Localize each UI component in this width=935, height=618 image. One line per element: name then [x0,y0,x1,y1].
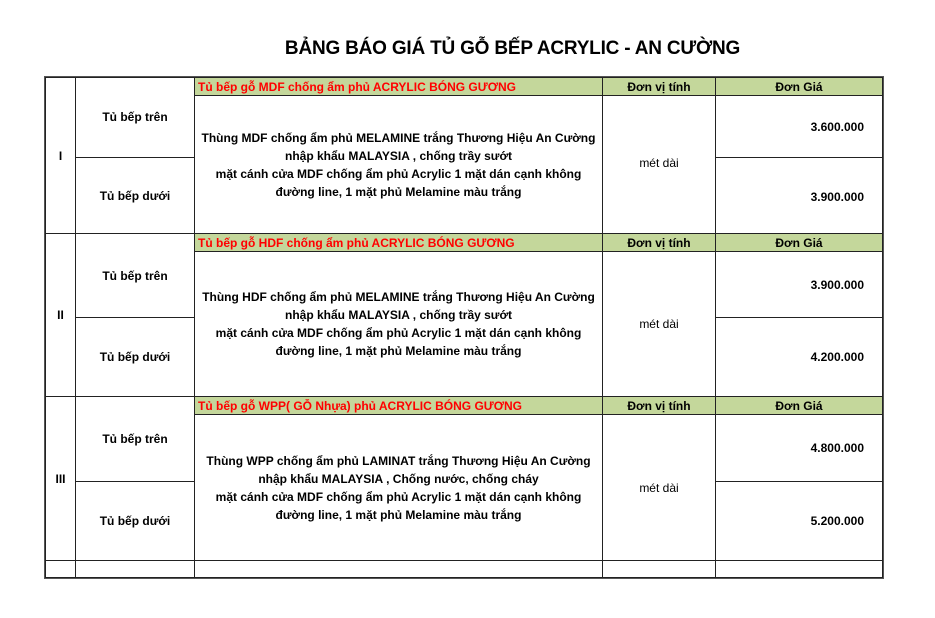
row-label: Tủ bếp trên [102,110,168,124]
description-line: Thùng HDF chống ẩm phủ MELAMINE trắng Thương Hiệu An Cường [202,290,595,304]
description-line: Thùng MDF chống ẩm phủ MELAMINE trắng Thương Hiệu An Cường [201,130,596,145]
empty-cell [602,560,716,578]
header-unit-text: Đơn vị tính [627,79,691,94]
header-title-text: Tủ bếp gỗ WPP( GỖ Nhựa) phủ ACRYLIC BÓNG GƯƠNG [198,398,522,413]
empty-cell [45,560,76,578]
section-roman-label: II [57,308,64,322]
header-title-text: Tủ bếp gỗ MDF chống ẩm phủ ACRYLIC BÓNG GƯƠNG [198,79,516,94]
description-line: đường line, 1 mặt phủ Melamine màu trắng [275,507,522,522]
price-cell [715,414,883,482]
section-roman [45,77,76,234]
row-label-cell [75,396,195,482]
header-price-text: Đơn Giá [775,398,823,413]
row-label-cell [75,317,195,397]
section-roman-label: I [58,148,63,163]
price-value: 3.900.000 [810,277,864,292]
column-header-unit [602,77,716,96]
column-header-price [715,396,883,415]
description-line: đường line, 1 mặt phủ Melamine màu trắng [275,184,522,199]
description-cell [194,251,603,397]
row-label: Tủ bếp dưới [99,350,171,364]
description-line: mặt cánh cửa MDF chống ẩm phủ Acrylic 1 mặt dán cạnh không [215,489,582,504]
description-cell [194,95,603,234]
unit-value: mét dài [639,480,679,495]
description-line: nhập khẩu MALAYSIA , chống trầy sướt [284,308,513,322]
row-label-cell [75,481,195,561]
unit-cell [602,414,716,561]
description-line: nhập khẩu MALAYSIA , Chống nước, chống cháy [258,471,539,486]
header-price-text: Đơn Giá [775,79,823,94]
unit-value: mét dài [639,317,679,331]
unit-cell [602,251,716,397]
section-header-title [194,396,603,415]
page-title: BẢNG BÁO GIÁ TỦ GỖ BẾP ACRYLIC - AN CƯỜNG [284,38,741,59]
unit-cell [602,95,716,234]
column-header-unit [602,233,716,252]
description-line: nhập khẩu MALAYSIA , chống trầy sướt [284,148,513,163]
row-label: Tủ bếp trên [102,432,168,446]
price-cell [715,95,883,158]
description-line: đường line, 1 mặt phủ Melamine màu trắng [275,344,522,358]
empty-cell [75,560,195,578]
price-value: 3.900.000 [810,189,864,204]
header-unit-text: Đơn vị tính [627,235,691,250]
column-header-price [715,233,883,252]
section-roman [45,396,76,561]
section-header-title [194,77,603,96]
section-roman-label: III [55,471,66,486]
section-header-title [194,233,603,252]
price-value: 3.600.000 [810,119,864,134]
description-line: mặt cánh cửa MDF chống ẩm phủ Acrylic 1 mặt dán cạnh không [215,166,582,181]
price-value: 4.800.000 [810,441,864,455]
description-line: Thùng WPP chống ẩm phủ LAMINAT trắng Thương Hiệu An Cường [206,453,591,468]
description-cell [194,414,603,561]
column-header-unit [602,396,716,415]
row-label: Tủ bếp dưới [99,188,171,203]
row-label-cell [75,157,195,234]
header-title-text: Tủ bếp gỗ HDF chống ẩm phủ ACRYLIC BÓNG GƯƠNG [198,235,515,250]
description-line: mặt cánh cửa MDF chống ẩm phủ Acrylic 1 mặt dán cạnh không [215,326,582,340]
section-roman [45,233,76,397]
empty-cell [194,560,603,578]
empty-cell [715,560,883,578]
row-label-cell [75,233,195,318]
price-cell [715,481,883,561]
price-cell [715,251,883,318]
price-value: 5.200.000 [810,514,864,528]
unit-value: mét dài [639,155,679,170]
row-label-cell [75,77,195,158]
price-cell [715,317,883,397]
column-header-price [715,77,883,96]
header-unit-text: Đơn vị tính [627,398,691,413]
price-value: 4.200.000 [810,350,864,364]
header-price-text: Đơn Giá [775,235,823,250]
row-label: Tủ bếp dưới [99,514,171,528]
price-cell [715,157,883,234]
row-label: Tủ bếp trên [102,268,168,283]
